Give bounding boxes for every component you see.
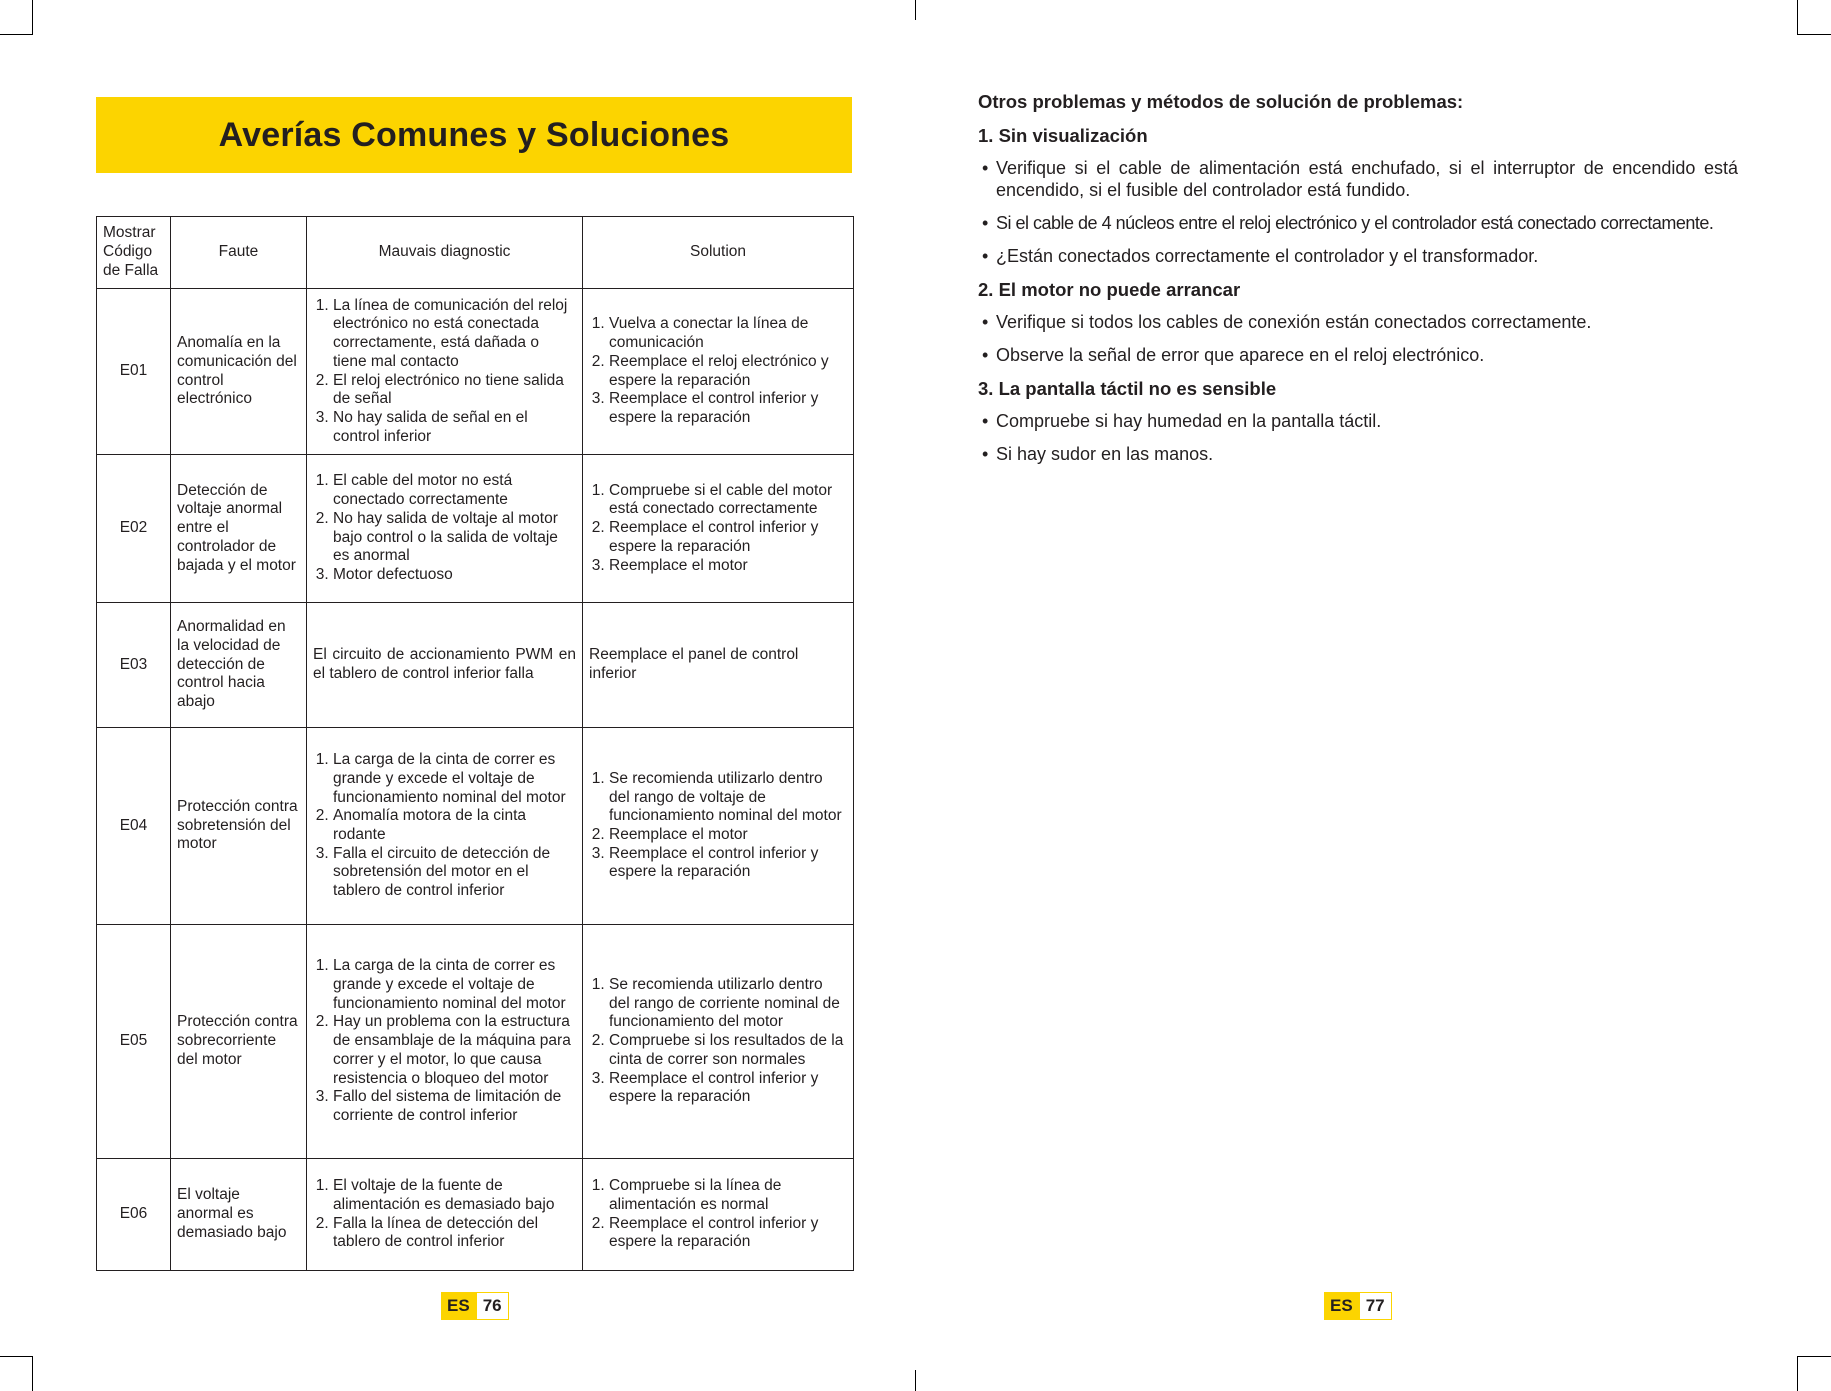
list-item <box>978 344 1738 366</box>
diagnosis-cell <box>307 925 583 1159</box>
table-header-row <box>97 217 854 289</box>
page-num: 77 <box>1359 1292 1392 1320</box>
bullet-icon: • <box>982 213 988 233</box>
bullet-icon: • <box>982 158 989 178</box>
header-solution: Solution <box>583 217 854 289</box>
bullet-icon: • <box>982 411 989 431</box>
fault-name: El voltaje anormal es demasiado bajo <box>171 1159 307 1271</box>
fault-name: Protección contra sobretensión del motor <box>171 728 307 925</box>
solution-cell: Reemplace el panel de control inferior <box>583 603 854 728</box>
table-row <box>97 455 854 603</box>
solution-cell <box>583 1159 854 1271</box>
diagnosis-item: 3. Falla el circuito de detección de sobretensión del motor en el tablero de control inferior <box>333 845 576 901</box>
solution-item: 2. Reemplace el control inferior y espere la reparación <box>609 1215 847 1252</box>
solution-item: 2. Reemplace el motor <box>609 826 847 845</box>
diagnosis-cell <box>307 728 583 925</box>
solution-item: 1. Vuelva a conectar la línea de comunicación <box>609 315 847 352</box>
diagnosis-cell <box>307 455 583 603</box>
bullet-icon: • <box>982 312 989 332</box>
solution-cell <box>583 289 854 455</box>
crop-mark <box>915 1370 916 1391</box>
list-item <box>978 157 1738 201</box>
diagnosis-item: 3. Fallo del sistema de limitación de corriente de control inferior <box>333 1088 576 1125</box>
crop-mark <box>1797 1356 1831 1357</box>
solution-item: 2. Reemplace el control inferior y espere la reparación <box>609 519 847 556</box>
solution-item: 3. Reemplace el control inferior y espere la reparación <box>609 390 847 427</box>
crop-mark <box>0 1356 33 1357</box>
table-row <box>97 603 854 728</box>
fault-code: E01 <box>97 289 171 455</box>
table-row <box>97 1159 854 1271</box>
diagnosis-item: 1. La carga de la cinta de correr es grande y excede el voltaje de funcionamiento nominal del motor <box>333 957 576 1013</box>
crop-mark <box>32 0 33 34</box>
page-lang: ES <box>1324 1292 1359 1320</box>
crop-mark <box>1797 1356 1798 1391</box>
solution-item: 3. Reemplace el control inferior y espere la reparación <box>609 1070 847 1107</box>
header-code: Mostrar Código de Falla <box>97 217 171 289</box>
bullet-icon: • <box>982 246 989 266</box>
diagnosis-item: 2. El reloj electrónico no tiene salida de señal <box>333 372 576 409</box>
solution-cell <box>583 728 854 925</box>
list-item <box>978 245 1738 267</box>
solution-item: 1. Se recomienda utilizarlo dentro del rango de voltaje de funcionamiento nominal del motor <box>609 770 847 826</box>
item-text: Verifique si todos los cables de conexión están conectados correctamente. <box>996 312 1592 332</box>
solution-cell <box>583 455 854 603</box>
diagnosis-item: 1. El voltaje de la fuente de alimentación es demasiado bajo <box>333 1177 576 1214</box>
diagnosis-item: 2. Falla la línea de detección del tablero de control inferior <box>333 1215 576 1252</box>
solution-item: 2. Reemplace el reloj electrónico y espere la reparación <box>609 353 847 390</box>
fault-name: Anormalidad en la velocidad de detección de control hacia abajo <box>171 603 307 728</box>
fault-code: E02 <box>97 455 171 603</box>
crop-mark <box>32 1356 33 1391</box>
page-number-right <box>1324 1292 1392 1320</box>
table-row <box>97 289 854 455</box>
page-number-left <box>441 1292 509 1320</box>
header-fault: Faute <box>171 217 307 289</box>
crop-mark <box>1797 0 1798 34</box>
item-text: Verifique si el cable de alimentación está enchufado, si el interruptor de encendido está encendido, si el fusible del controlador está fundido. <box>996 158 1738 200</box>
fault-code: E03 <box>97 603 171 728</box>
solution-item: 1. Compruebe si el cable del motor está conectado correctamente <box>609 482 847 519</box>
solution-item: 1. Se recomienda utilizarlo dentro del rango de corriente nominal de funcionamiento del motor <box>609 976 847 1032</box>
item-text: Compruebe si hay humedad en la pantalla táctil. <box>996 411 1382 431</box>
diagnosis-cell <box>307 1159 583 1271</box>
diagnosis-cell: El circuito de accionamiento PWM en el tablero de control inferior falla <box>307 603 583 728</box>
item-text: Si hay sudor en las manos. <box>996 444 1214 464</box>
fault-table <box>96 216 854 1271</box>
diagnosis-item: 1. La carga de la cinta de correr es grande y excede el voltaje de funcionamiento nominal del motor <box>333 751 576 807</box>
fault-code: E06 <box>97 1159 171 1271</box>
page-lang: ES <box>441 1292 476 1320</box>
crop-mark <box>0 34 33 35</box>
right-page <box>978 90 1738 476</box>
section-heading: 3. La pantalla táctil no es sensible <box>978 378 1277 399</box>
header-diagnosis: Mauvais diagnostic <box>307 217 583 289</box>
list-item <box>978 410 1738 432</box>
solution-item: 3. Reemplace el control inferior y espere la reparación <box>609 845 847 882</box>
crop-mark <box>915 0 916 20</box>
solution-cell <box>583 925 854 1159</box>
page-num: 76 <box>476 1292 509 1320</box>
right-page-title: Otros problemas y métodos de solución de problemas: <box>978 91 1464 112</box>
table-row <box>97 925 854 1159</box>
list-item <box>978 212 1738 234</box>
diagnosis-cell <box>307 289 583 455</box>
item-text: Si el cable de 4 núcleos entre el reloj electrónico y el controlador está conectado correctamente. <box>996 213 1714 233</box>
fault-name: Anomalía en la comunicación del control electrónico <box>171 289 307 455</box>
fault-name: Protección contra sobrecorriente del motor <box>171 925 307 1159</box>
solution-item: 1. Compruebe si la línea de alimentación es normal <box>609 1177 847 1214</box>
diagnosis-item: 3. No hay salida de señal en el control inferior <box>333 409 576 446</box>
section-heading: 2. El motor no puede arrancar <box>978 279 1241 300</box>
table-row <box>97 728 854 925</box>
bullet-icon: • <box>982 444 989 464</box>
item-text: Observe la señal de error que aparece en el reloj electrónico. <box>996 345 1485 365</box>
page-title: Averías Comunes y Soluciones <box>218 115 730 154</box>
diagnosis-item: 3. Motor defectuoso <box>333 566 576 585</box>
diagnosis-item: 2. Anomalía motora de la cinta rodante <box>333 807 576 844</box>
title-banner <box>96 97 852 173</box>
solution-item: 2. Compruebe si los resultados de la cinta de correr son normales <box>609 1032 847 1069</box>
item-text: ¿Están conectados correctamente el controlador y el transformador. <box>996 246 1539 266</box>
crop-mark <box>1797 34 1831 35</box>
bullet-icon: • <box>982 345 989 365</box>
list-item <box>978 311 1738 333</box>
solution-item: 3. Reemplace el motor <box>609 557 847 576</box>
diagnosis-item: 1. El cable del motor no está conectado correctamente <box>333 472 576 509</box>
diagnosis-item: 1. La línea de comunicación del reloj electrónico no está conectada correctamente, está dañada o tiene mal contacto <box>333 297 576 372</box>
section-heading: 1. Sin visualización <box>978 125 1148 146</box>
list-item <box>978 443 1738 465</box>
fault-code: E04 <box>97 728 171 925</box>
fault-code: E05 <box>97 925 171 1159</box>
diagnosis-item: 2. Hay un problema con la estructura de ensamblaje de la máquina para correr y el motor, lo que causa resistencia o bloqueo del motor <box>333 1013 576 1088</box>
diagnosis-item: 2. No hay salida de voltaje al motor bajo control o la salida de voltaje es anormal <box>333 510 576 566</box>
fault-name: Detección de voltaje anormal entre el controlador de bajada y el motor <box>171 455 307 603</box>
